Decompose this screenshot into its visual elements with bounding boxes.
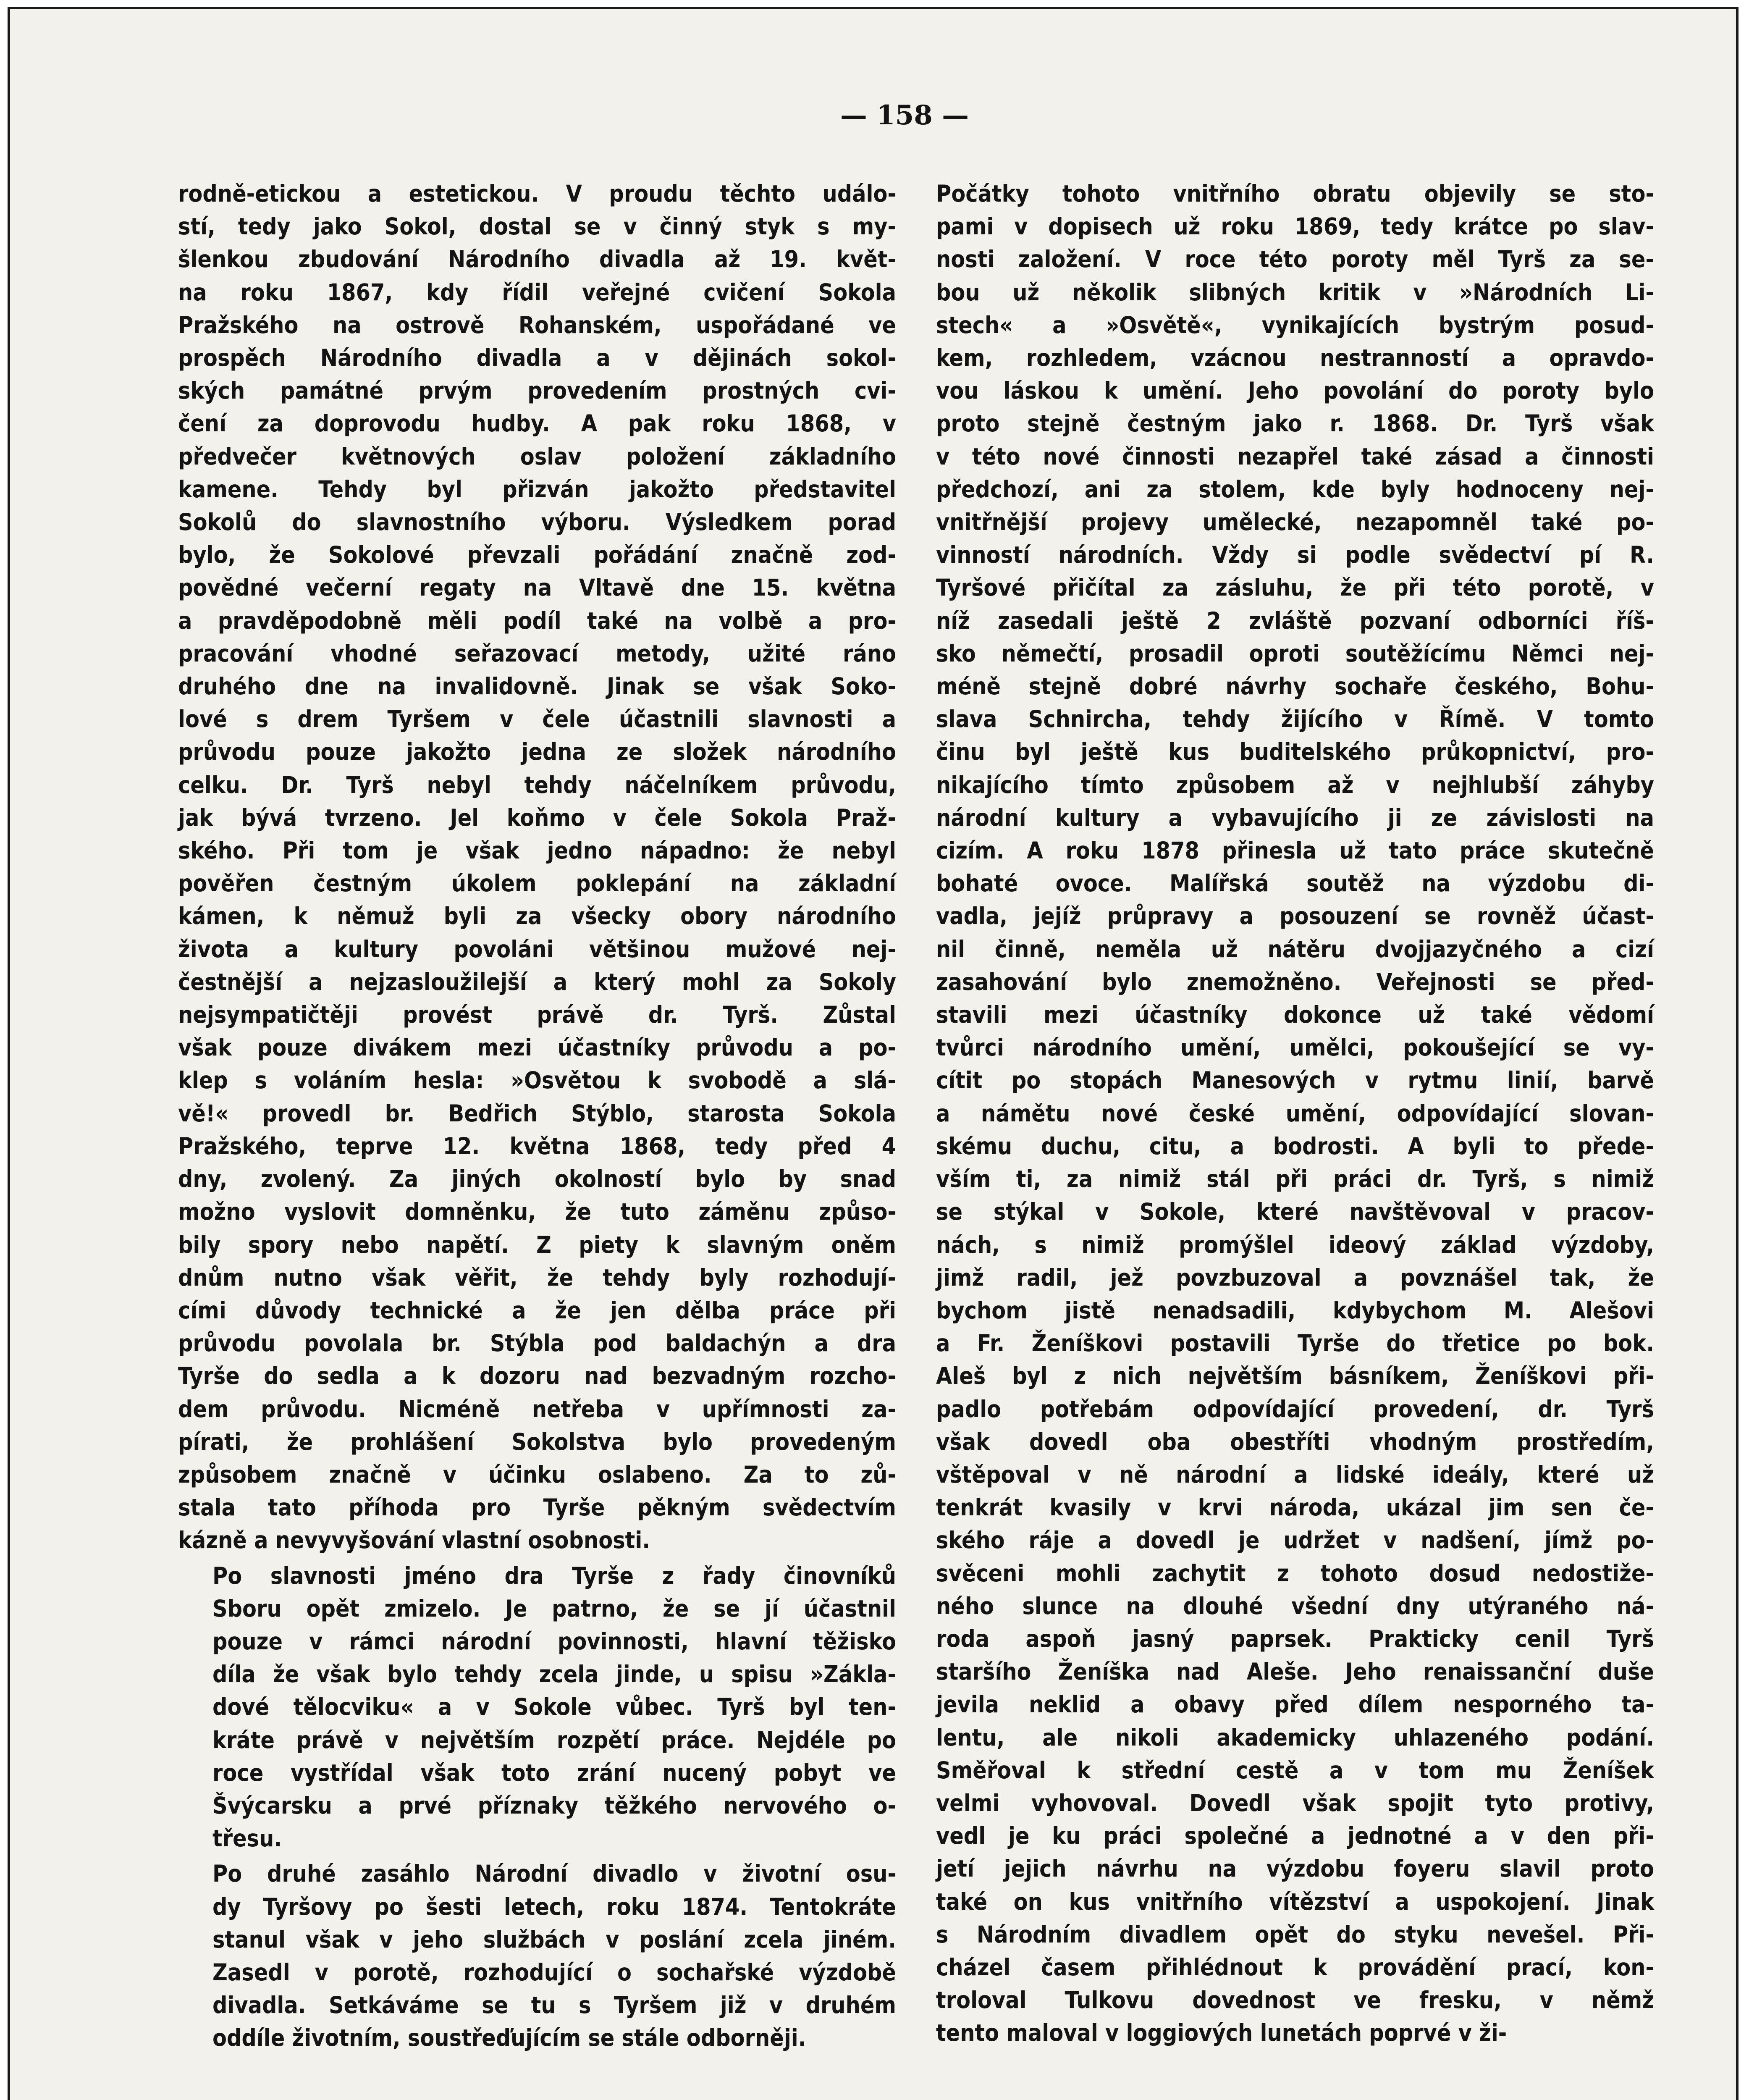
text-line: vštěpoval v ně národní a lidské ideály, které už [936, 1461, 1654, 1488]
text-line: stavili mezi účastníky dokonce už také vědomí [936, 1001, 1654, 1029]
text-line: Sokolů do slavnostního výboru. Výsledkem porad [178, 509, 896, 536]
text-line: Počátky tohoto vnitřního obratu objevily se sto- [936, 180, 1654, 207]
text-line: svěceni mohli zachytit z tohoto dosud nedostiže- [936, 1559, 1654, 1587]
text-line: vším ti, za nimiž stál při práci dr. Tyrš, s nimiž [936, 1166, 1654, 1193]
text-line: vadla, jejíž průpravy a posouzení se rovněž účast- [936, 903, 1654, 930]
right-text-column [936, 177, 1654, 2050]
paragraph [936, 177, 1654, 2050]
text-line: vou láskou k umění. Jeho povolání do poroty bylo [936, 377, 1654, 404]
page-frame [8, 7, 1739, 2100]
text-line: divadla. Setkáváme se tu s Tyršem již v druhém [212, 1992, 896, 2019]
text-line: lové s drem Tyršem v čele účastnili slavnosti a [178, 706, 896, 733]
text-line: lentu, ale nikoli akademicky uhlazeného podání. [936, 1724, 1654, 1751]
text-line: jak bývá tvrzeno. Jel koňmo v čele Sokola Praž- [178, 804, 896, 831]
text-line: vnitřnější projevy umělecké, nezapomněl také po- [936, 509, 1654, 536]
text-line: kamene. Tehdy byl přizván jakožto představitel [178, 475, 896, 503]
text-line: tento maloval v loggiových lunetách poprvé v ži- [936, 2019, 1507, 2047]
text-line: však dovedl oba obestříti vhodným prostředím, [936, 1428, 1654, 1455]
text-line: pami v dopisech už roku 1869, tedy krátce po slav- [936, 213, 1654, 240]
text-line: padlo potřebám odpovídající provedení, dr. Tyrš [936, 1395, 1654, 1423]
left-text-column [178, 177, 896, 2055]
text-line: dy Tyršovy po šesti letech, roku 1874. Tentokráte [212, 1893, 896, 1920]
text-line: však pouze divákem mezi účastníky průvodu a po- [178, 1034, 896, 1061]
text-line: stanul však v jeho službách v poslání zcela jiném. [212, 1926, 896, 1953]
text-line: třesu. [212, 1825, 282, 1852]
text-line: bylo, že Sokolové převzali pořádání značně zod- [178, 541, 896, 569]
text-line: ného slunce na dlouhé všední dny utýraného ná- [936, 1592, 1654, 1620]
text-line: klep s voláním hesla: »Osvětou k svobodě a slá- [178, 1067, 896, 1094]
text-line: bily spory nebo napětí. Z piety k slavným oněm [178, 1231, 896, 1258]
text-line: dem průvodu. Nicméně netřeba v upřímnosti za- [178, 1395, 896, 1423]
text-line: bou už několik slibných kritik v »Národních Li- [936, 278, 1654, 306]
text-line: Po slavnosti jméno dra Tyrše z řady činovníků [212, 1562, 896, 1589]
text-line: cizím. A roku 1878 přinesla už tato práce skutečně [936, 837, 1654, 864]
text-line: dové tělocviku« a v Sokole vůbec. Tyrš byl ten- [212, 1693, 896, 1721]
text-line: Pražského na ostrově Rohanském, uspořádané ve [178, 311, 896, 339]
text-line: Sboru opět zmizelo. Je patrno, že se jí účastnil [212, 1595, 896, 1622]
text-line: dnům nutno však věřit, že tehdy byly rozhodují- [178, 1264, 896, 1291]
text-line: roce vystřídal však toto zrání nucený pobyt ve [212, 1759, 896, 1786]
paragraph [178, 1559, 896, 1855]
text-line: Tyršové přičítal za zásluhu, že při této porotě, v [936, 574, 1654, 601]
text-line: možno vyslovit domněnku, že tuto záměnu způso- [178, 1198, 896, 1226]
text-line: jimž radil, jež povzbuzoval a povznášel tak, že [936, 1264, 1654, 1291]
text-line: zasahování bylo znemožněno. Veřejnosti se před- [936, 968, 1654, 995]
text-line: proto stejně čestným jako r. 1868. Dr. Tyrš však [936, 410, 1654, 437]
text-line: kem, rozhledem, vzácnou nestranností a opravdo- [936, 344, 1654, 372]
text-line: staršího Ženíška nad Aleše. Jeho renaissanční duše [936, 1658, 1654, 1685]
text-line: Aleš byl z nich největším básníkem, Ženíškovi při- [936, 1362, 1654, 1390]
text-line: bychom jistě nenadsadili, kdybychom M. Alešovi [936, 1297, 1654, 1324]
text-line: celku. Dr. Tyrš nebyl tehdy náčelníkem průvodu, [178, 771, 896, 798]
text-line: pírati, že prohlášení Sokolstva bylo provedeným [178, 1428, 896, 1455]
text-line: života a kultury povoláni většinou mužové nej- [178, 935, 896, 963]
text-line: vedl je ku práci společné a jednotné a v den při- [936, 1822, 1654, 1850]
text-line: díla že však bylo tehdy zcela jinde, u spisu »Zákla- [212, 1661, 896, 1688]
text-line: kámen, k němuž byli za všecky obory národního [178, 903, 896, 930]
text-line: čení za doprovodu hudby. A pak roku 1868, v [178, 410, 896, 437]
text-line: a Fr. Ženíškovi postavili Tyrše do třetice po bok. [936, 1330, 1654, 1357]
text-line: Směřoval k střední cestě a v tom mu Ženíšek [936, 1756, 1654, 1784]
text-line: předchozí, ani za stolem, kde byly hodnoceny nej- [936, 475, 1654, 503]
text-line: tvůrci národního umění, umělci, pokoušející se vy- [936, 1034, 1654, 1061]
text-line: slava Schnircha, tehdy žijícího v Římě. V tomto [936, 706, 1654, 733]
text-line: stech« a »Osvětě«, vynikajících bystrým posud- [936, 311, 1654, 339]
text-line: jevila neklid a obavy před dílem nesporného ta- [936, 1691, 1654, 1718]
text-line: také on kus vnitřního vítězství a uspokojení. Jinak [936, 1888, 1654, 1915]
text-line: vě!« provedl br. Bedřich Stýblo, starosta Sokola [178, 1100, 896, 1127]
text-line: Pražského, teprve 12. května 1868, tedy před 4 [178, 1132, 896, 1160]
text-line: předvečer květnových oslav položení základního [178, 443, 896, 470]
text-line: cházel časem přihlédnout k provádění prací, kon- [936, 1953, 1654, 1981]
paragraph [178, 1857, 896, 2054]
text-line: jetí jejich návrhu na výzdobu foyeru slavil proto [936, 1855, 1654, 1882]
text-line: nil činně, neměla už nátěru dvojjazyčného a cizí [936, 935, 1654, 963]
text-line: šlenkou zbudování Národního divadla až 19. květ- [178, 246, 896, 273]
text-line: stí, tedy jako Sokol, dostal se v činný styk s my- [178, 213, 896, 240]
text-line: na roku 1867, kdy řídil veřejné cvičení Sokola [178, 278, 896, 306]
text-line: národní kultury a vybavujícího ji ze závislosti na [936, 804, 1654, 831]
text-line: se stýkal v Sokole, které navštěvoval v pracov- [936, 1198, 1654, 1226]
text-line: nejsympatičtěji provést právě dr. Tyrš. Zůstal [178, 1001, 896, 1029]
paragraph [178, 177, 896, 1557]
text-line: cítit po stopách Manesových v rytmu linií, barvě [936, 1067, 1654, 1094]
text-line: prospěch Národního divadla a v dějinách sokol- [178, 344, 896, 372]
text-line: průvodu povolala br. Stýbla pod baldachýn a dra [178, 1330, 896, 1357]
text-line: troloval Tulkovu dovednost ve fresku, v němž [936, 1987, 1654, 2014]
text-line: a námětu nové české umění, odpovídající slovan- [936, 1100, 1654, 1127]
text-line: nikajícího tímto způsobem až v nejhlubší záhyby [936, 771, 1654, 798]
text-line: způsobem značně v účinku oslabeno. Za to zů- [178, 1461, 896, 1488]
text-line: pověřen čestným úkolem poklepání na základní [178, 870, 896, 897]
text-line: činu byl ještě kus buditelského průkopnictví, pro- [936, 738, 1654, 766]
text-line: s Národním divadlem opět do styku nevešel. Při- [936, 1921, 1654, 1948]
text-line: dny, zvolený. Za jiných okolností bylo by snad [178, 1166, 896, 1193]
text-line: nosti založení. V roce této poroty měl Tyrš za se- [936, 246, 1654, 273]
text-line: Švýcarsku a prvé příznaky těžkého nervového o- [212, 1792, 896, 1819]
text-line: oddíle životním, soustřeďujícím se stále odborněji. [212, 2024, 806, 2052]
text-line: bohaté ovoce. Malířská soutěž na výzdobu di- [936, 870, 1654, 897]
text-line: čestnější a nejzasloužilejší a který mohl za Sokoly [178, 968, 896, 995]
text-line: stala tato příhoda pro Tyrše pěkným svědectvím [178, 1494, 896, 1521]
text-line: a pravděpodobně měli podíl také na volbě a pro- [178, 607, 896, 634]
text-line: pracování vhodné seřazovací metody, užité ráno [178, 640, 896, 667]
text-line: cími důvody technické a že jen dělba práce při [178, 1297, 896, 1324]
text-line: velmi vyhovoval. Dovedl však spojit tyto protivy, [936, 1789, 1654, 1816]
text-line: rodně-etickou a estetickou. V proudu těchto událo- [178, 180, 896, 207]
text-line: Po druhé zasáhlo Národní divadlo v životní osu- [212, 1860, 896, 1887]
text-line: níž zasedali ještě 2 zvláště pozvaní odborníci říš- [936, 607, 1654, 634]
text-line: sko němečtí, prosadil oproti soutěžícímu Němci nej- [936, 640, 1654, 667]
text-line: tenkrát kvasily v krvi národa, ukázal jim sen če- [936, 1494, 1654, 1521]
text-line: Tyrše do sedla a k dozoru nad bezvadným rozcho- [178, 1362, 896, 1390]
text-line: Zasedl v porotě, rozhodující o sochařské výzdobě [212, 1958, 896, 1986]
text-line: roda aspoň jasný paprsek. Prakticky cenil Tyrš [936, 1625, 1654, 1652]
page-number: — 158 — [840, 100, 969, 131]
text-line: méně stejně dobré návrhy sochaře českého, Bohu- [936, 673, 1654, 700]
text-line: kráte právě v největším rozpětí práce. Nejdéle po [212, 1726, 896, 1754]
text-line: kázně a nevyvyšování vlastní osobnosti. [178, 1527, 650, 1554]
text-line: ského. Při tom je však jedno nápadno: že nebyl [178, 837, 896, 864]
text-line: skému duchu, citu, a bodrosti. A byli to přede- [936, 1132, 1654, 1160]
text-line: vinností národních. Vždy si podle svědectví pí R. [936, 541, 1654, 569]
text-line: pouze v rámci národní povinnosti, hlavní těžisko [212, 1628, 896, 1655]
text-line: nách, s nimiž promýšlel ideový základ výzdoby, [936, 1231, 1654, 1258]
text-line: v této nové činnosti nezapřel také zásad a činnosti [936, 443, 1654, 470]
text-line: ských památné prvým provedením prostných cvi- [178, 377, 896, 404]
text-line: druhého dne na invalidovně. Jinak se však Soko- [178, 673, 896, 700]
text-line: průvodu pouze jakožto jedna ze složek národního [178, 738, 896, 766]
text-line: ského ráje a dovedl je udržet v nadšení, jímž po- [936, 1527, 1654, 1554]
text-line: povědné večerní regaty na Vltavě dne 15. května [178, 574, 896, 601]
